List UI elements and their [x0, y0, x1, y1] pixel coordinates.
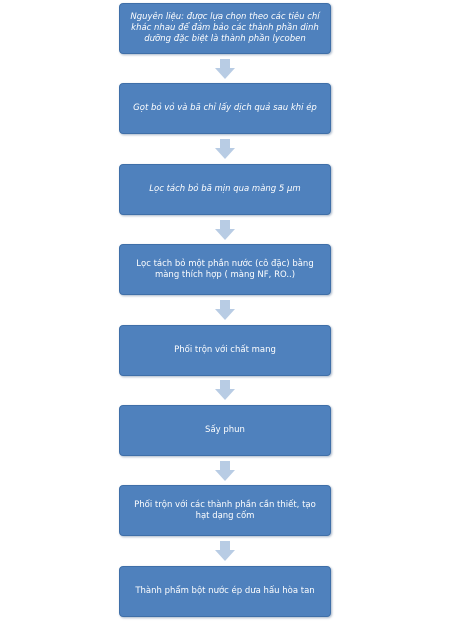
step-label: Nguyên liệu: được lựa chọn theo các tiêu chí khác nhau để đảm bảo các thành phần dinh dưỡng đặc biệt là thành phần lycoben [130, 12, 320, 44]
step-final-product [119, 566, 331, 617]
down-arrow-icon [215, 380, 235, 400]
step-label: Lọc tách bỏ một phần nước (cô đặc) bằng màng thích hợp ( màng NF, RO..) [136, 258, 314, 280]
step-label: Thành phẩm bột nước ép dưa hấu hòa tan [135, 586, 315, 596]
step-label: Phối trộn với chất mang [174, 345, 276, 355]
step-fine-filtration [119, 164, 331, 215]
step-membrane-concentration [119, 244, 331, 295]
step-label: Sấy phun [205, 425, 245, 435]
step-peel-juice [119, 83, 331, 134]
step-mix-granulate [119, 485, 331, 536]
down-arrow-icon [215, 220, 235, 240]
down-arrow-icon [215, 541, 235, 561]
step-label: Phối trộn với các thành phần cần thiết, tạo hạt dạng cốm [134, 499, 316, 521]
down-arrow-icon [215, 461, 235, 481]
down-arrow-icon [215, 300, 235, 320]
step-spray-drying [119, 405, 331, 456]
step-label: Gọt bỏ vỏ và bã chỉ lấy dịch quả sau khi ép [133, 103, 317, 113]
step-mix-carrier [119, 325, 331, 376]
step-raw-material [119, 3, 331, 54]
step-label: Lọc tách bỏ bã mịn qua màng 5 μm [149, 184, 301, 194]
down-arrow-icon [215, 139, 235, 159]
down-arrow-icon [215, 59, 235, 79]
